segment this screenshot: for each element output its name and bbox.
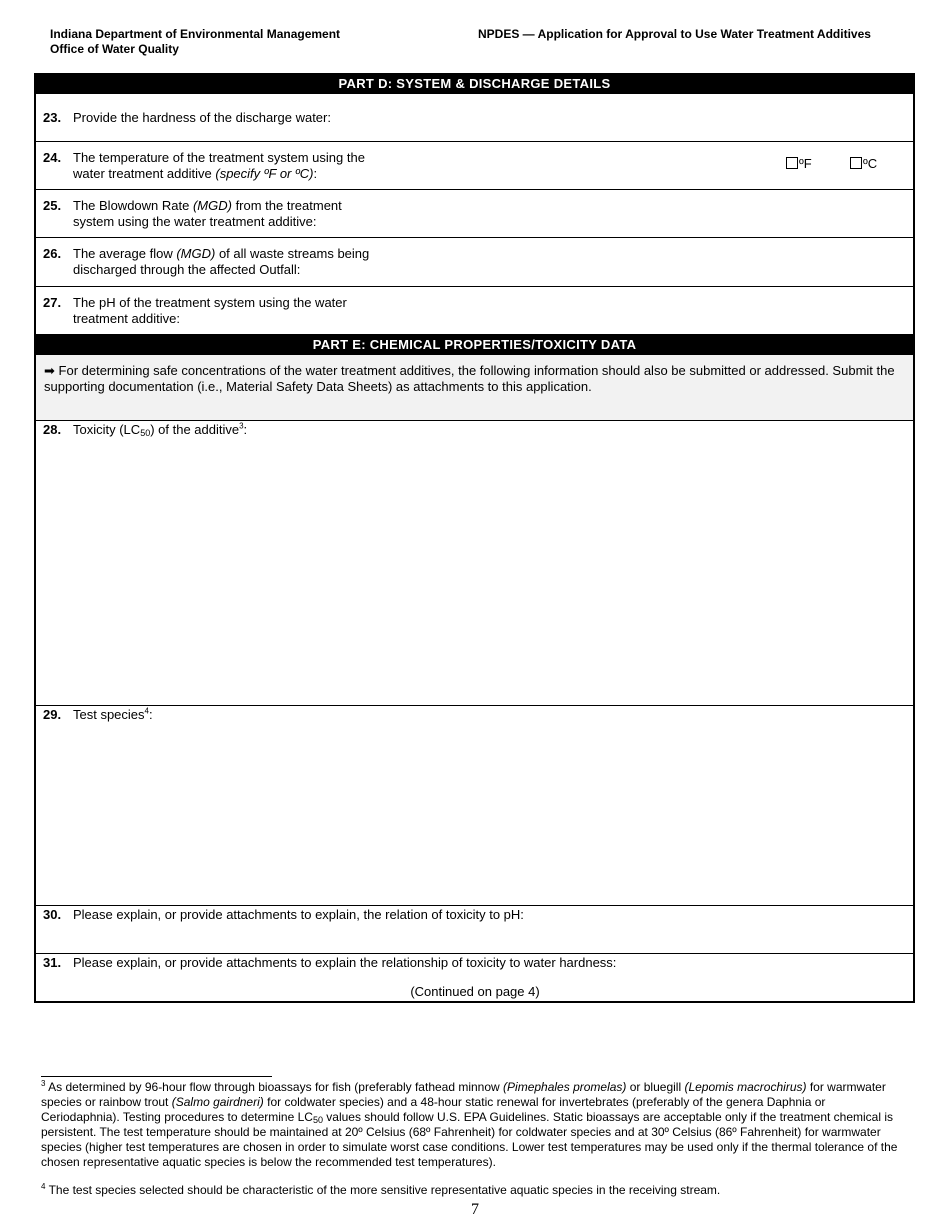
species-name: (Pimephales promelas) — [503, 1080, 627, 1094]
footnote-text: for coldwater species) and a 48-hour static renewal for invertebrates (preferably of the genera Daphnia or Ceriodaphnia). Testing procedures to determine LC — [41, 1095, 826, 1124]
fahrenheit-option[interactable] — [786, 156, 812, 171]
question-number: 29. — [43, 707, 62, 722]
question-text: Toxicity (LC — [73, 422, 141, 437]
footnote-mark: 4 — [41, 1182, 46, 1191]
question-text: The temperature of the treatment system using the — [73, 150, 365, 165]
header-office: Office of Water Quality — [50, 42, 179, 56]
continued-note: (Continued on page 4) — [410, 984, 540, 999]
question-text: Please explain, or provide attachments to explain, the relation of toxicity to pH: — [73, 907, 524, 922]
header-agency: Indiana Department of Environmental Management — [50, 27, 341, 41]
question-text: The average flow — [73, 246, 177, 261]
question-text: : — [149, 707, 153, 722]
question-number: 23. — [43, 110, 62, 125]
question-text: Test species — [73, 707, 145, 722]
footnote-text: As determined by 96-hour flow through bioassays for fish (preferably fathead minnow — [45, 1080, 504, 1094]
unit-hint: (specify ºF or ºC) — [215, 166, 314, 181]
footnote-3 — [41, 1080, 903, 1170]
question-30 — [43, 907, 524, 923]
footnote-ref-4: 4 — [144, 706, 149, 716]
part-e-instructions — [34, 355, 915, 421]
part-d-heading: PART D: SYSTEM & DISCHARGE DETAILS — [34, 73, 915, 94]
arrow-icon: ➡ — [44, 363, 55, 378]
instruction-text: For determining safe concentrations of the water treatment additives, the following information should also be submitted or addressed. Submit the supporting documentation (i.e., Material Safety Data Sheets) as attachments to this application. — [44, 363, 895, 394]
question-31 — [43, 955, 616, 971]
celsius-label: ºC — [863, 156, 878, 171]
question-text: water treatment additive — [73, 166, 216, 181]
celsius-checkbox[interactable] — [850, 157, 862, 169]
question-29 — [43, 707, 153, 723]
question-number: 31. — [43, 955, 62, 970]
footnote-text: for warmwater species or rainbow trout — [41, 1080, 886, 1109]
footnote-ref-3: 3 — [239, 421, 244, 431]
question-text: Provide the hardness of the discharge water: — [73, 110, 331, 125]
unit-hint: (MGD) — [192, 198, 232, 213]
footnote-text: values should follow U.S. EPA Guidelines. Static bioassays are acceptable only if the treatment chemical is persistent. The test temperature should be maintained at 20º Celsius (68º Fahrenheit) for coldwater species and at 30º Celsius (86º Fahrenheit) for warmwater species (higher test temperatures are chosen in order to simulate worst case conditions. Lower test temperatures may be used only if the thermal tolerance of the chosen representative aquatic species is below the recommended test temperatures). — [41, 1110, 898, 1169]
footnote-4 — [41, 1183, 903, 1198]
question-text: system using the water treatment additive: — [73, 214, 317, 229]
question-text: discharged through the affected Outfall: — [73, 262, 301, 277]
fahrenheit-label: ºF — [799, 156, 812, 171]
question-27 — [43, 295, 347, 327]
question-number: 30. — [43, 907, 62, 922]
subscript: 50 — [140, 428, 151, 438]
question-23-field[interactable] — [34, 94, 915, 142]
question-23 — [43, 110, 331, 126]
footnote-text: The test species selected should be characteristic of the more sensitive representative aquatic species in the receiving stream. — [45, 1183, 721, 1197]
part-e-heading: PART E: CHEMICAL PROPERTIES/TOXICITY DATA — [34, 334, 915, 355]
question-text: : — [243, 422, 248, 437]
header-agency-block — [50, 27, 340, 57]
species-name: (Salmo gairdneri) — [171, 1095, 264, 1109]
question-24 — [43, 150, 365, 182]
question-30-field[interactable] — [34, 906, 915, 954]
question-number: 27. — [43, 295, 62, 310]
question-number: 24. — [43, 150, 62, 165]
question-text: from the treatment — [231, 198, 342, 213]
question-26-field[interactable] — [34, 238, 915, 287]
unit-hint: (MGD) — [176, 246, 216, 261]
application-form — [34, 73, 915, 1003]
footnote-mark: 3 — [41, 1079, 46, 1088]
fahrenheit-checkbox[interactable] — [786, 157, 798, 169]
question-number: 26. — [43, 246, 62, 261]
question-27-field[interactable] — [34, 287, 915, 334]
question-text: ) of the additive — [150, 422, 240, 437]
question-text: The Blowdown Rate — [73, 198, 193, 213]
question-text: : — [313, 166, 318, 181]
question-26 — [43, 246, 369, 278]
question-28 — [43, 422, 247, 438]
footnote-text: or bluegill — [626, 1080, 685, 1094]
question-28-field[interactable] — [34, 421, 915, 706]
question-text: of all waste streams being — [215, 246, 370, 261]
question-text: The pH of the treatment system using the water — [73, 295, 347, 310]
page-number: 7 — [471, 1201, 479, 1218]
celsius-option[interactable] — [850, 156, 877, 171]
species-name: (Lepomis macrochirus) — [684, 1080, 807, 1094]
question-25-field[interactable] — [34, 190, 915, 238]
subscript: 50 — [312, 1115, 323, 1125]
question-29-field[interactable] — [34, 706, 915, 906]
question-24-field[interactable] — [34, 142, 915, 190]
question-text: Please explain, or provide attachments to explain the relationship of toxicity to water hardness: — [73, 955, 617, 970]
header-form-title: NPDES — Application for Approval to Use Water Treatment Additives — [478, 27, 871, 41]
question-number: 28. — [43, 422, 62, 437]
footnote-divider — [41, 1076, 272, 1077]
question-25 — [43, 198, 342, 230]
question-text: treatment additive: — [73, 311, 180, 326]
question-number: 25. — [43, 198, 62, 213]
